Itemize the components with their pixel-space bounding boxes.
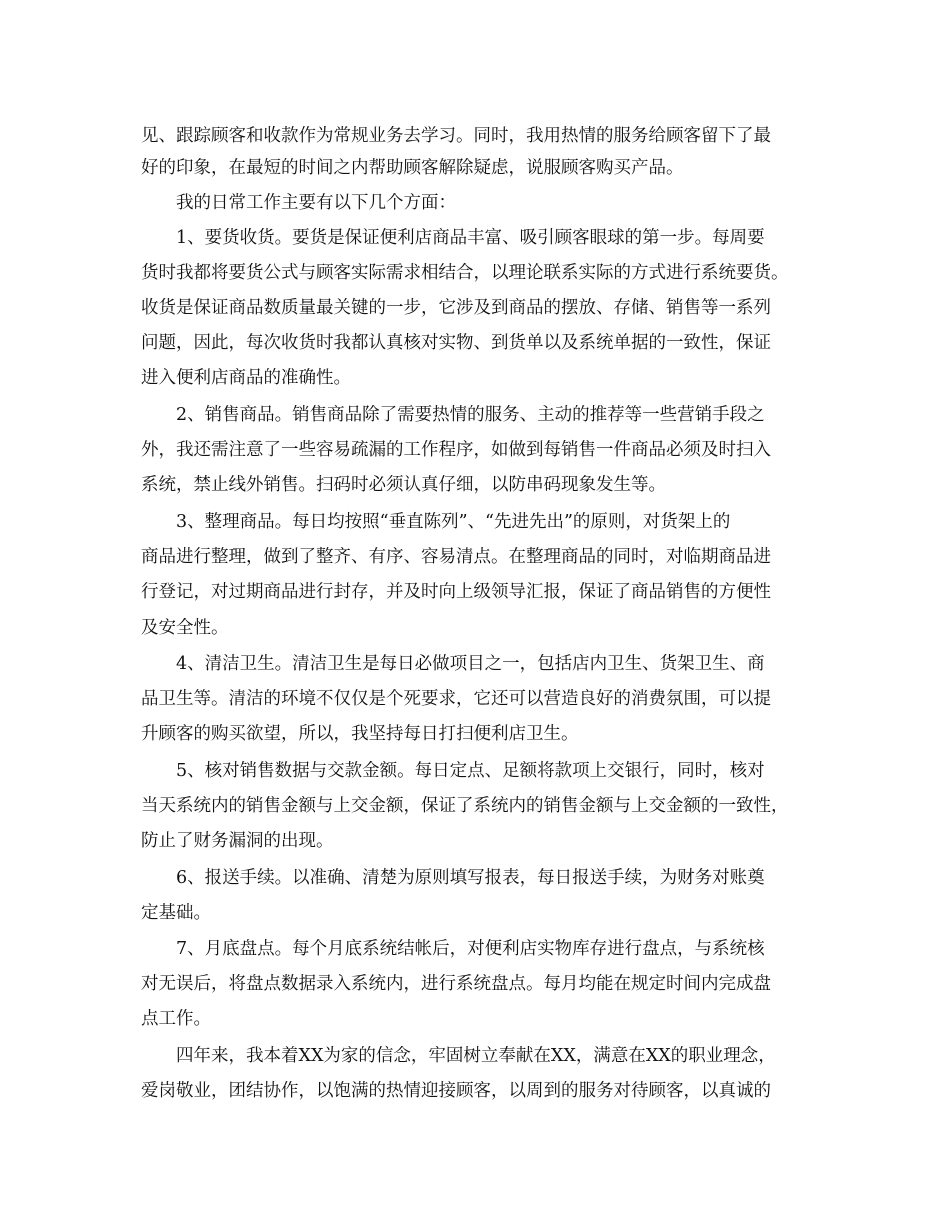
text-line: 点工作。: [141, 1009, 211, 1029]
text-line: 进入便利店商品的准确性。: [141, 368, 351, 388]
text-line: 商品进行整理，做到了整齐、有序、容易清点。在整理商品的同时，对临期商品进: [141, 547, 771, 567]
text-line: 当天系统内的销售金额与上交金额，保证了系统内的销售金额与上交金额的一致性，: [141, 796, 789, 816]
text-line: 货时我都将要货公式与顾客实际需求相结合，以理论联系实际的方式进行系统要货。: [141, 263, 789, 283]
text-line: 行登记，对过期商品进行封存，并及时向上级领导汇报，保证了商品销售的方便性: [141, 582, 771, 602]
text-line: 外，我还需注意了一些容易疏漏的工作程序，如做到每销售一件商品必须及时扫入: [141, 440, 771, 460]
text-line: 系统，禁止线外销售。扫码时必须认真仔细，以防串码现象发生等。: [141, 475, 666, 495]
text-line: 对无误后，将盘点数据录入系统内，进行系统盘点。每月均能在规定时间内完成盘: [141, 974, 771, 994]
text-line: 1、要货收货。要货是保证便利店商品丰富、吸引顾客眼球的第一步。每周要: [176, 228, 765, 248]
text-line: 6、报送手续。以准确、清楚为原则填写报表，每日报送手续，为财务对账奠: [176, 868, 765, 888]
text-line: 定基础。: [141, 903, 211, 923]
text-line: 4、清洁卫生。清洁卫生是每日必做项目之一，包括店内卫生、货架卫生、商: [176, 654, 765, 674]
text-line: 3、整理商品。每日均按照“垂直陈列”、“先进先出”的原则，对货架上的: [176, 512, 731, 532]
text-line: 品卫生等。清洁的环境不仅仅是个死要求，它还可以营造良好的消费氛围，可以提: [141, 689, 771, 709]
text-line: 升顾客的购买欲望，所以，我坚持每日打扫便利店卫生。: [141, 724, 579, 744]
text-line: 收货是保证商品数质量最关键的一步，它涉及到商品的摆放、存储、销售等一系列: [141, 298, 771, 318]
text-line: 2、销售商品。销售商品除了需要热情的服务、主动的推荐等一些营销手段之: [176, 405, 765, 425]
text-line: 我的日常工作主要有以下几个方面：: [176, 193, 456, 213]
text-line: 爱岗敬业，团结协作，以饱满的热情迎接顾客，以周到的服务对待顾客，以真诚的: [141, 1081, 771, 1101]
text-line: 及安全性。: [141, 618, 229, 638]
text-line: 四年来，我本着XX为家的信念，牢固树立奉献在XX，满意在XX的职业理念，: [176, 1046, 776, 1066]
text-line: 问题，因此，每次收货时我都认真核对实物、到货单以及系统单据的一致性，保证: [141, 333, 771, 353]
text-line: 好的印象，在最短的时间之内帮助顾客解除疑虑，说服顾客购买产品。: [141, 158, 684, 178]
text-line: 防止了财务漏洞的出现。: [141, 831, 334, 851]
text-line: 5、核对销售数据与交款金额。每日定点、足额将款项上交银行，同时，核对: [176, 761, 765, 781]
text-line: 7、月底盘点。每个月底系统结帐后，对便利店实物库存进行盘点，与系统核: [176, 939, 765, 959]
text-line: 见、跟踪顾客和收款作为常规业务去学习。同时，我用热情的服务给顾客留下了最: [141, 126, 771, 146]
